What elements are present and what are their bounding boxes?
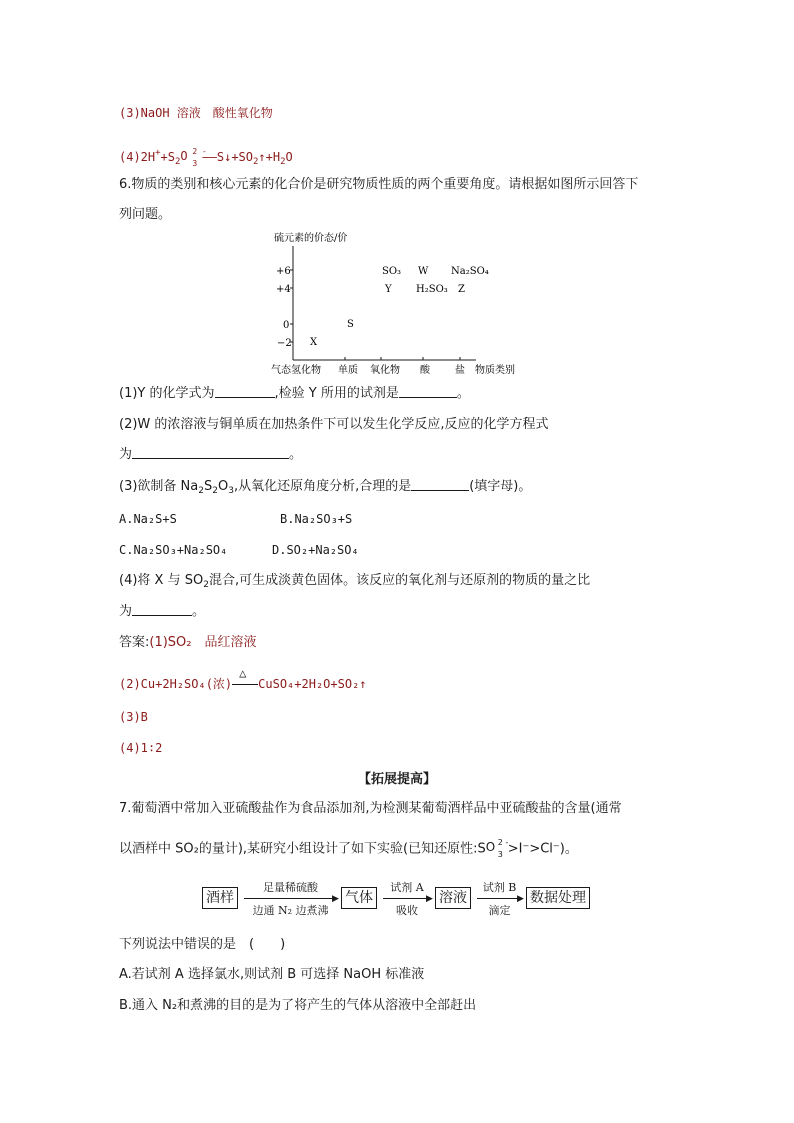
q7-stem-2 xyxy=(119,840,578,859)
answer-1: (1)SO₂ 品红溶液 xyxy=(149,635,257,650)
text: O xyxy=(180,148,188,163)
text: ,检验 Y 所用的试剂是 xyxy=(274,386,399,401)
chart-ylabel: 硫元素的价态/价 xyxy=(274,233,348,244)
text: 为 xyxy=(119,447,133,462)
q6-part4 xyxy=(119,572,590,594)
text: 2 xyxy=(175,157,181,167)
q6-part2: (2)W 的浓溶液与铜单质在加热条件下可以发生化学反应,反应的化学方程式 xyxy=(119,417,549,432)
sulfite-ion xyxy=(486,840,508,858)
ytick-plus6: +6 xyxy=(276,266,291,277)
arrowhead-icon: ▶ xyxy=(426,894,433,904)
flow-box-solution: 溶液 xyxy=(435,887,471,909)
text: (2)Cu+2H₂SO₄(浓) xyxy=(119,677,233,691)
text: 2 xyxy=(212,486,218,496)
text: 2 xyxy=(198,486,204,496)
answer-5-3: (3)NaOH 溶液 酸性氧化物 xyxy=(119,106,273,120)
text: (3)欲制备 Na xyxy=(119,479,199,494)
xtick-element: 单质 xyxy=(338,365,358,376)
q6-part1 xyxy=(119,385,470,403)
q6-part4-line2 xyxy=(119,603,205,621)
text: 混合,可生成淡黄色固体。该反应的氧化剂与还原剂的物质的量之比 xyxy=(208,573,591,588)
text: 2 xyxy=(203,580,209,590)
text: O xyxy=(217,479,229,494)
q7-option-a: A.若试剂 A 选择氯水,则试剂 B 可选择 NaOH 标准液 xyxy=(119,967,425,982)
section-title: 【拓展提高】 xyxy=(357,772,436,787)
flow-arrow3-bottom: 滴定 xyxy=(488,904,511,917)
text: 2 - xyxy=(497,838,509,847)
answer-blank[interactable] xyxy=(215,385,275,398)
point-z: Z xyxy=(458,284,465,295)
chart-xlabel: 物质类别 xyxy=(475,365,515,376)
answer-2 xyxy=(119,665,367,694)
text: 以酒样中 SO₂的量计),某研究小组设计了如下实验(已知还原性:S xyxy=(119,841,486,857)
answer-3: (3)B xyxy=(119,710,148,724)
flow-arrow3-top: 试剂 B xyxy=(482,881,517,894)
text: S xyxy=(203,479,213,494)
flow-arrow-1 xyxy=(244,898,337,899)
q6-stem: 6.物质的类别和核心元素的化合价是研究物质性质的两个重要角度。请根据如图所示回答下 xyxy=(119,177,639,192)
answer-blank[interactable] xyxy=(132,446,289,459)
answer-blank[interactable] xyxy=(132,603,192,616)
text: 。 xyxy=(192,604,206,619)
flow-box-sample: 酒样 xyxy=(202,887,238,909)
text: ↑+H xyxy=(258,150,281,164)
arrowhead-icon: ▶ xyxy=(517,894,524,904)
text: 。 xyxy=(456,386,470,401)
q6-part3 xyxy=(119,478,531,500)
point-x: X xyxy=(310,337,318,348)
ytick-minus2: −2 xyxy=(277,338,292,349)
text: + xyxy=(155,148,161,158)
text: ,从氧化还原角度分析,合理的是 xyxy=(233,479,412,494)
q7-question: 下列说法中错误的是 ( ) xyxy=(119,937,286,952)
q6-option-b: B.Na₂SO₃+S xyxy=(280,512,353,526)
q6-option-c: C.Na₂SO₃+Na₂SO₄ xyxy=(119,543,228,557)
q6-option-d: D.SO₂+Na₂SO₄ xyxy=(272,543,359,557)
text: 2 xyxy=(253,157,259,167)
text: 3 xyxy=(228,486,234,496)
text: O xyxy=(485,840,496,854)
point-s: S xyxy=(347,319,354,330)
q6-part2-line2 xyxy=(119,446,302,464)
xtick-salt: 盐 xyxy=(455,365,465,376)
heat-arrow xyxy=(232,665,258,694)
arrowhead-icon: ▶ xyxy=(332,894,339,904)
ytick-plus4: +4 xyxy=(276,284,291,295)
xtick-acid: 酸 xyxy=(420,365,430,376)
text: 3 xyxy=(497,850,503,859)
text: 为 xyxy=(119,604,133,619)
thiosulfate-ion xyxy=(180,146,207,168)
flow-box-gas: 气体 xyxy=(341,887,377,909)
text: (1)Y 的化学式为 xyxy=(119,386,215,401)
answer-blank[interactable] xyxy=(411,478,469,491)
text: >I⁻>Cl⁻)。 xyxy=(507,841,578,857)
text: CuSO₄+2H₂O+SO₂↑ xyxy=(258,677,367,691)
point-so3: SO₃ xyxy=(382,266,402,277)
xtick-hydride: 气态氢化物 xyxy=(271,365,321,376)
xtick-oxide: 氧化物 xyxy=(370,365,400,376)
q7-option-b: B.通入 N₂和煮沸的目的是为了将产生的气体从溶液中全部赶出 xyxy=(119,998,477,1013)
text: 2 - xyxy=(192,146,207,156)
point-na2so4: Na₂SO₄ xyxy=(451,266,489,277)
valence-chart xyxy=(268,228,528,378)
text: 。 xyxy=(289,447,303,462)
flow-arrow-3 xyxy=(477,898,522,899)
answer-label: 答案: xyxy=(119,635,150,650)
ytick-0: 0 xyxy=(283,320,290,331)
arrow-line xyxy=(232,684,258,685)
text: (填字母)。 xyxy=(469,479,532,494)
heat-symbol: △ xyxy=(239,665,247,680)
flow-box-data: 数据处理 xyxy=(526,887,590,909)
reaction-arrow: —— xyxy=(202,150,217,164)
text: 3 xyxy=(192,158,198,168)
answer-4: (4)1∶2 xyxy=(119,741,163,755)
flow-arrow2-top: 试剂 A xyxy=(390,881,424,894)
text: (4)将 X 与 SO xyxy=(119,573,204,588)
point-h2so3: H₂SO₃ xyxy=(416,284,448,295)
flow-arrow1-top: 足量稀硫酸 xyxy=(263,881,318,894)
answer-blank[interactable] xyxy=(399,385,457,398)
flow-arrow2-bottom: 吸收 xyxy=(396,904,418,917)
point-y: Y xyxy=(385,284,392,295)
q6-stem-2: 列问题。 xyxy=(119,207,172,222)
point-w: W xyxy=(418,266,429,277)
q7-stem: 7.葡萄酒中常加入亚硫酸盐作为食品添加剂,为检测某葡萄酒样品中亚硫酸盐的含量(通常 xyxy=(119,801,622,816)
flow-arrow1-bottom: 边通 N₂ 边煮沸 xyxy=(252,904,329,917)
text: O xyxy=(285,150,293,164)
text: +S xyxy=(160,150,175,164)
text: S↓+SO xyxy=(216,150,253,164)
answer-5-4 xyxy=(119,144,293,171)
text: 2 xyxy=(280,157,286,167)
q6-answers xyxy=(119,634,257,652)
text: (4)2H xyxy=(119,150,156,164)
flow-arrow-2 xyxy=(383,898,431,899)
q6-option-a: A.Na₂S+S xyxy=(119,512,177,526)
